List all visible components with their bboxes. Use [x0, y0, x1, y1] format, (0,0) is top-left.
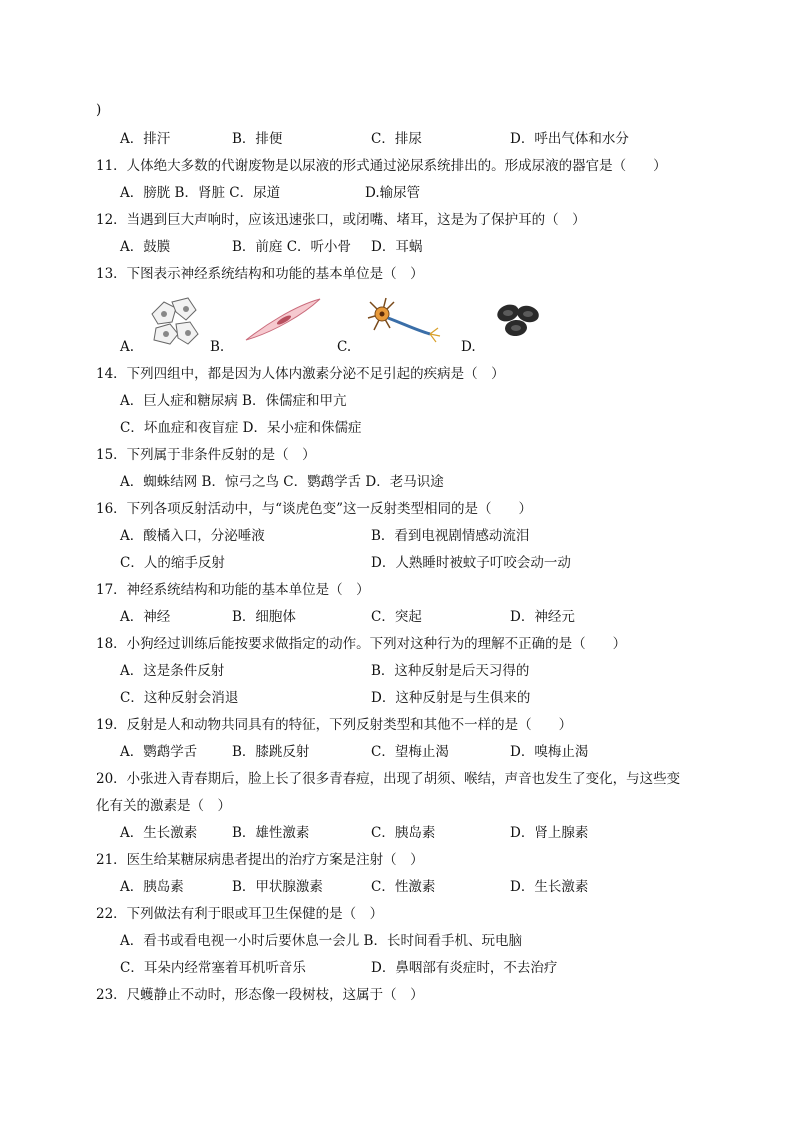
q14-options-ab[interactable]: A．巨人症和糖尿病 B．侏儒症和甲亢 [120, 393, 347, 409]
q15-options[interactable]: A．蜘蛛结网 B．惊弓之鸟 C．鹦鹉学舌 D．老马识途 [120, 474, 444, 490]
q16-option-c[interactable]: C．人的缩手反射 [120, 555, 225, 571]
q17-option-d[interactable]: D．神经元 [510, 609, 575, 625]
q22-option-c[interactable]: C．耳朵内经常塞着耳机听音乐 [120, 960, 306, 976]
q22-options-ab[interactable]: A．看书或看电视一小时后要休息一会儿 B．长时间看手机、玩电脑 [120, 933, 522, 949]
question-12-stem: 12．当遇到巨大声响时，应该迅速张口，或闭嘴、堵耳，这是为了保护耳的（ ） [96, 212, 586, 228]
q19-option-b[interactable]: B．膝跳反射 [232, 744, 310, 760]
q11-option-d[interactable]: D.输尿管 [365, 185, 421, 201]
neuron-icon [364, 294, 444, 344]
q20-option-a[interactable]: A．生长激素 [120, 825, 198, 841]
q17-option-b[interactable]: B．细胞体 [232, 609, 296, 625]
q11-options-abc[interactable]: A．膀胱 B．肾脏 C．尿道 [120, 185, 281, 201]
q18-option-a[interactable]: A．这是条件反射 [120, 663, 225, 679]
question-16-stem: 16．下列各项反射活动中，与“谈虎色变”这一反射类型相同的是（ ） [96, 501, 532, 517]
q19-option-a[interactable]: A．鹦鹉学舌 [120, 744, 198, 760]
q20-option-d[interactable]: D．肾上腺素 [510, 825, 589, 841]
question-15-stem: 15．下列属于非条件反射的是（ ） [96, 447, 316, 463]
q17-option-a[interactable]: A．神经 [120, 609, 171, 625]
question-11-stem: 11．人体绝大多数的代谢废物是以尿液的形式通过泌尿系统排出的。形成尿液的器官是（ ） [96, 158, 667, 174]
q20-option-b[interactable]: B．雄性激素 [232, 825, 310, 841]
q22-option-d[interactable]: D．鼻咽部有炎症时，不去治疗 [371, 960, 558, 976]
q12-option-a[interactable]: A．鼓膜 [120, 239, 171, 255]
question-13-stem: 13．下图表示神经系统结构和功能的基本单位是（ ） [96, 266, 424, 282]
q14-options-cd[interactable]: C．坏血症和夜盲症 D．呆小症和侏儒症 [120, 420, 362, 436]
blood-cells-icon [492, 300, 544, 340]
q13-label-d[interactable]: D. [461, 339, 476, 355]
q12-options-bc[interactable]: B．前庭 C．听小骨 [232, 239, 352, 255]
q18-option-c[interactable]: C．这种反射会消退 [120, 690, 239, 706]
question-17-stem: 17．神经系统结构和功能的基本单位是（ ） [96, 582, 370, 598]
question-19-stem: 19．反射是人和动物共同具有的特征，下列反射类型和其他不一样的是（ ） [96, 717, 573, 733]
q17-option-c[interactable]: C．突起 [371, 609, 422, 625]
q13-label-a[interactable]: A. [120, 339, 135, 355]
q20-option-c[interactable]: C．胰岛素 [371, 825, 436, 841]
q18-option-d[interactable]: D．这种反射是与生俱来的 [371, 690, 531, 706]
muscle-cell-icon [244, 296, 322, 344]
q16-option-a[interactable]: A．酸橘入口，分泌唾液 [120, 528, 265, 544]
q21-option-d[interactable]: D．生长激素 [510, 879, 589, 895]
q16-option-b[interactable]: B．看到电视剧情感动流泪 [371, 528, 530, 544]
q10-option-d[interactable]: D．呼出气体和水分 [510, 131, 629, 147]
q10-option-c[interactable]: C．排尿 [371, 131, 422, 147]
q10-option-b[interactable]: B．排便 [232, 131, 283, 147]
question-22-stem: 22．下列做法有利于眼或耳卫生保健的是（ ） [96, 906, 384, 922]
question-20-stem-cont: 化有关的激素是（ ） [96, 798, 231, 814]
q18-option-b[interactable]: B．这种反射是后天习得的 [371, 663, 530, 679]
question-14-stem: 14．下列四组中，都是因为人体内激素分泌不足引起的疾病是（ ） [96, 366, 505, 382]
q12-option-d[interactable]: D．耳蜗 [371, 239, 423, 255]
question-10-close-paren: ) [96, 102, 102, 118]
q21-option-c[interactable]: C．性激素 [371, 879, 436, 895]
q21-option-a[interactable]: A．胰岛素 [120, 879, 184, 895]
question-18-stem: 18．小狗经过训练后能按要求做指定的动作。下列对这种行为的理解不正确的是（ ） [96, 636, 627, 652]
question-21-stem: 21．医生给某糖尿病患者提出的治疗方案是注射（ ） [96, 852, 424, 868]
q19-option-d[interactable]: D．嗅梅止渴 [510, 744, 589, 760]
question-20-stem: 20．小张进入青春期后，脸上长了很多青春痘，出现了胡须、喉结，声音也发生了变化，与这些变 [96, 771, 681, 787]
q13-label-b[interactable]: B. [210, 339, 225, 355]
q21-option-b[interactable]: B．甲状腺激素 [232, 879, 323, 895]
q19-option-c[interactable]: C．望梅止渴 [371, 744, 449, 760]
q13-label-c[interactable]: C. [337, 339, 352, 355]
q10-option-a[interactable]: A．排汗 [120, 131, 171, 147]
epithelial-cells-icon [146, 294, 202, 346]
q16-option-d[interactable]: D．人熟睡时被蚊子叮咬会动一动 [371, 555, 571, 571]
question-23-stem: 23．尺蠖静止不动时，形态像一段树枝，这属于（ ） [96, 987, 424, 1003]
